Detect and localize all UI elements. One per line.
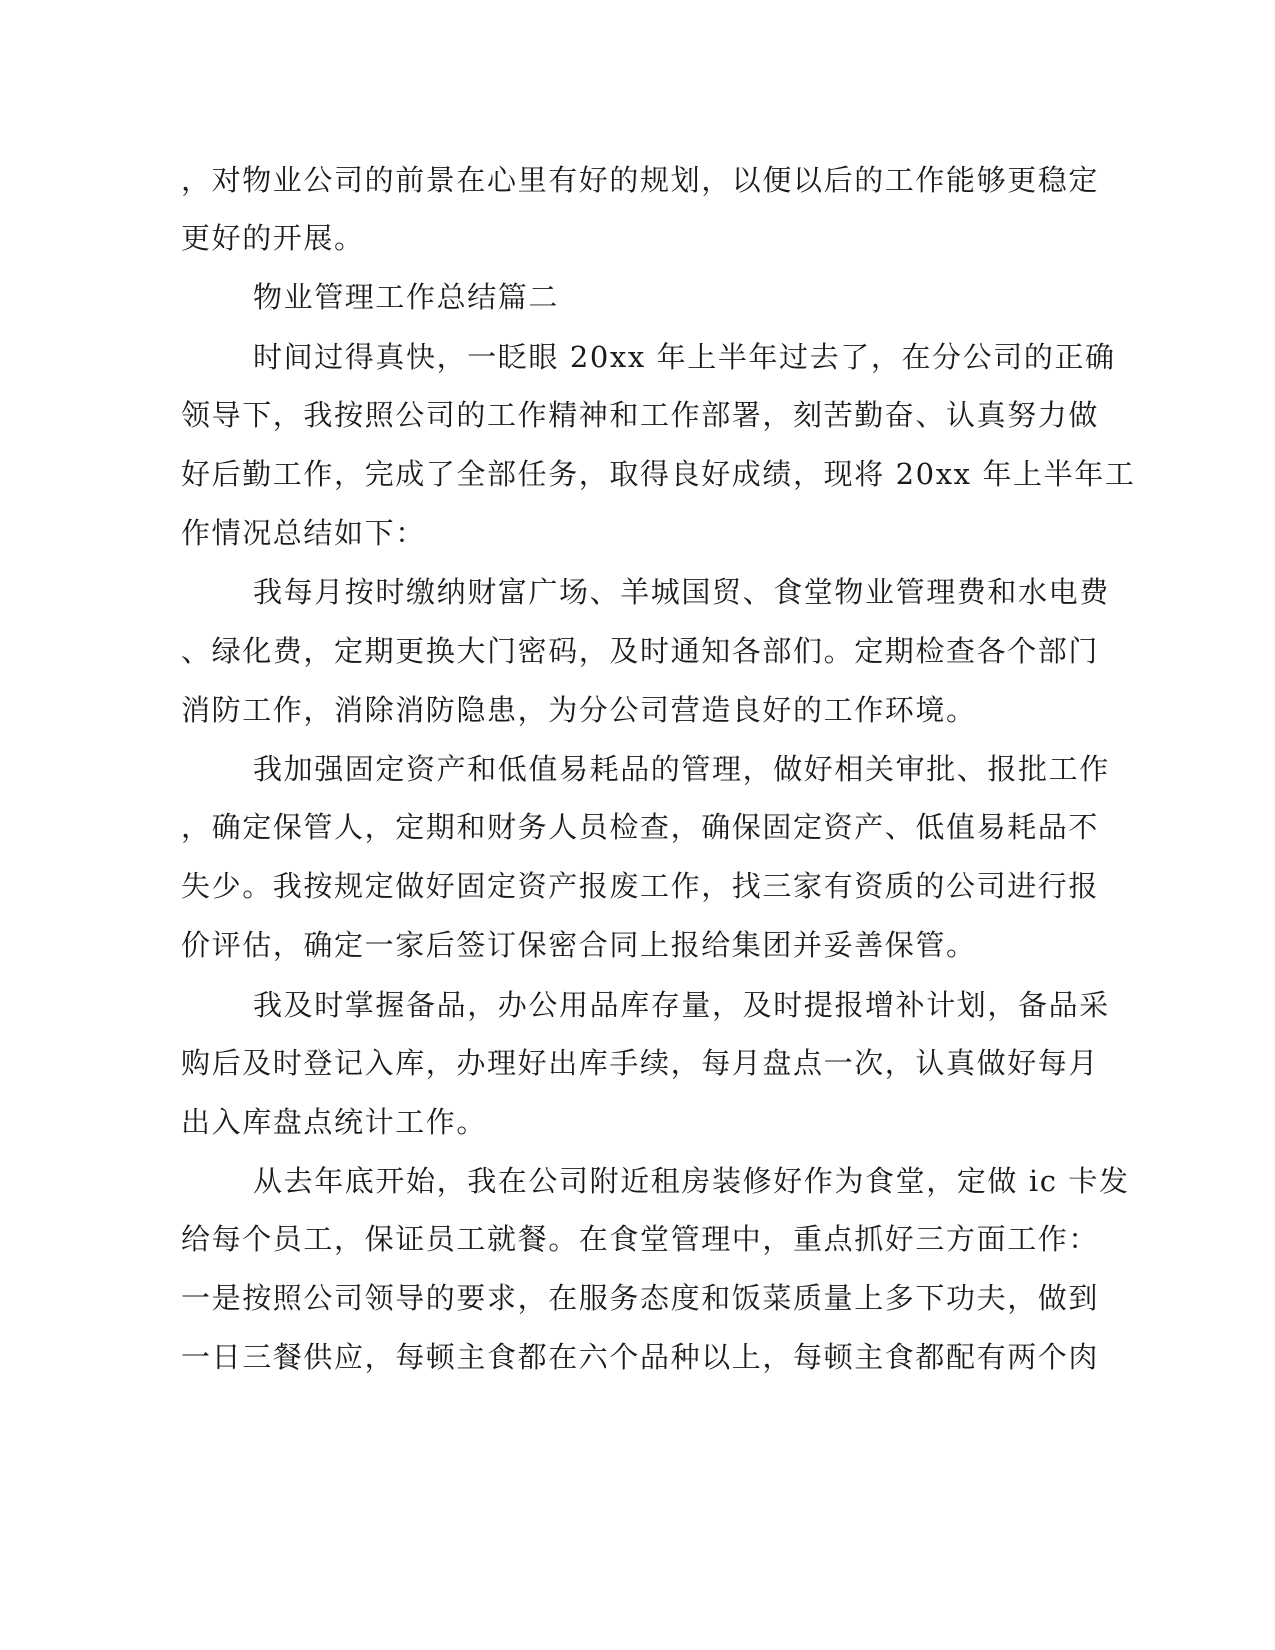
text-line: 购后及时登记入库，办理好出库手续，每月盘点一次，认真做好每月 <box>181 1046 1100 1080</box>
text-line: 时间过得真快，一眨眼 20xx 年上半年过去了，在分公司的正确 <box>253 340 1116 374</box>
text-line: 一是按照公司领导的要求，在服务态度和饭菜质量上多下功夫，做到 <box>181 1281 1100 1315</box>
text-line: ，确定保管人，定期和财务人员检查，确保固定资产、低值易耗品不 <box>181 810 1100 844</box>
text-line: 给每个员工，保证员工就餐。在食堂管理中，重点抓好三方面工作： <box>181 1222 1100 1256</box>
text-line: 我加强固定资产和低值易耗品的管理，做好相关审批、报批工作 <box>253 752 1110 786</box>
text-line: 、绿化费，定期更换大门密码，及时通知各部们。定期检查各个部门 <box>181 634 1100 668</box>
text-line: 一日三餐供应，每顿主食都在六个品种以上，每顿主食都配有两个肉 <box>181 1340 1100 1374</box>
text-line: 作情况总结如下： <box>181 516 426 550</box>
section-heading: 物业管理工作总结篇二 <box>253 280 560 314</box>
text-line: 我及时掌握备品，办公用品库存量，及时提报增补计划，备品采 <box>253 988 1110 1022</box>
text-line: 从去年底开始，我在公司附近租房装修好作为食堂，定做 ic 卡发 <box>253 1164 1130 1198</box>
text-line: 我每月按时缴纳财富广场、羊城国贸、食堂物业管理费和水电费 <box>253 575 1110 609</box>
text-line: 失少。我按规定做好固定资产报废工作，找三家有资质的公司进行报 <box>181 869 1100 903</box>
text-line: 更好的开展。 <box>181 221 365 255</box>
text-line: 好后勤工作，完成了全部任务，取得良好成绩，现将 20xx 年上半年工 <box>181 457 1136 491</box>
text-line: 领导下，我按照公司的工作精神和工作部署，刻苦勤奋、认真努力做 <box>181 398 1100 432</box>
text-line: 出入库盘点统计工作。 <box>181 1105 488 1139</box>
text-line: 价评估，确定一家后签订保密合同上报给集团并妥善保管。 <box>181 928 977 962</box>
text-line: ，对物业公司的前景在心里有好的规划，以便以后的工作能够更稳定 <box>181 163 1100 197</box>
text-line: 消防工作，消除消防隐患，为分公司营造良好的工作环境。 <box>181 693 977 727</box>
